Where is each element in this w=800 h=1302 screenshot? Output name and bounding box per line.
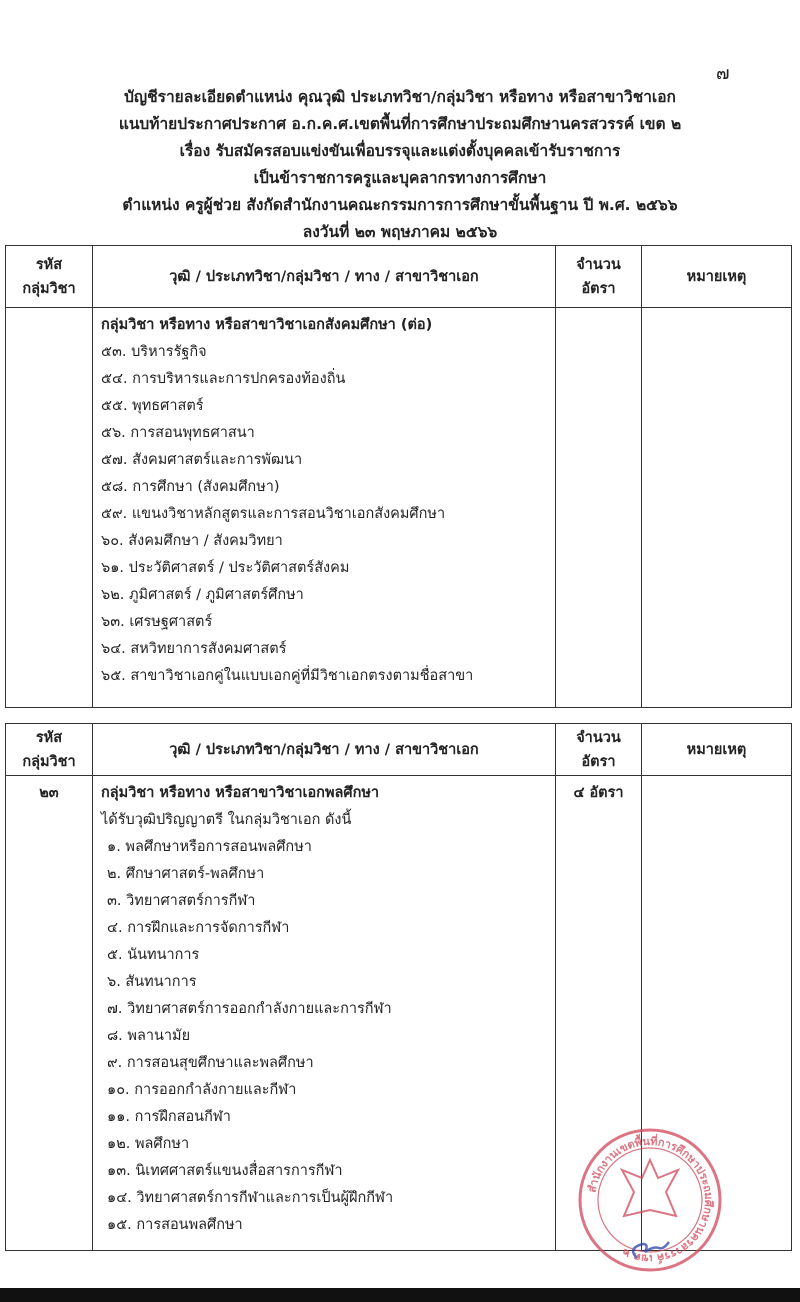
list-item: ๖. สันทนาการ: [107, 974, 197, 990]
list-item: ๓. วิทยาศาสตร์การกีฬา: [107, 893, 256, 909]
header-subject: วุฒิ / ประเภทวิชา/กลุ่มวิชา / ทาง / สาขาวิชาเอก: [93, 246, 556, 308]
header-code-line: กลุ่มวิชา: [22, 753, 76, 770]
header-code-line: รหัส: [35, 256, 63, 273]
title-line: เป็นข้าราชการครูและบุคลากรทางการศึกษา: [253, 169, 547, 187]
subject-cell: [93, 776, 556, 1251]
page-number: ๗: [716, 63, 730, 84]
svg-text:สำนักงานเขตพื้นที่การศึกษาประถ: สำนักงานเขตพื้นที่การศึกษาประถมศึกษานครสวรรค์ เขต ๒: [585, 1134, 716, 1266]
list-item: ๕๙. แขนงวิชาหลักสูตรและการสอนวิชาเอกสังคมศึกษา: [101, 506, 446, 522]
header-count-line: อัตรา: [581, 280, 616, 297]
intro-text: ได้รับวุฒิปริญญาตรี ในกลุ่มวิชาเอก ดังนี้: [101, 812, 352, 828]
header-remark: หมายเหตุ: [642, 246, 792, 308]
list-item: ๔. การฝึกและการจัดการกีฬา: [107, 920, 290, 936]
table-header-row: [6, 724, 792, 776]
list-item: ๕๕. พุทธศาสตร์: [101, 398, 204, 414]
list-item: ๑๔. วิทยาศาสตร์การกีฬาและการเป็นผู้ฝึกกีฬา: [107, 1190, 394, 1206]
scan-bottom-edge: [0, 1288, 800, 1302]
list-item: ๖๐. สังคมศึกษา / สังคมวิทยา: [101, 533, 283, 549]
list-item: ๕๓. บริหารรัฐกิจ: [101, 344, 207, 360]
title-line: เรื่อง รับสมัครสอบแข่งขันเพื่อบรรจุและแต่งตั้งบุคคลเข้ารับราชการ: [179, 142, 621, 160]
official-seal-stamp: [575, 1110, 725, 1290]
list-item: ๕๖. การสอนพุทธศาสนา: [101, 425, 255, 441]
list-item: ๑๒. พลศึกษา: [107, 1136, 190, 1152]
list-item: ๒. ศึกษาศาสตร์-พลศึกษา: [107, 866, 265, 882]
table-row: [6, 308, 792, 708]
list-item: ๕๘. การศึกษา (สังคมศึกษา): [101, 479, 280, 495]
header-code-line: กลุ่มวิชา: [22, 280, 76, 297]
list-item: ๑๑. การฝึกสอนกีฬา: [107, 1109, 231, 1125]
list-item: ๑๓. นิเทศศาสตร์แขนงสื่อสารการกีฬา: [107, 1163, 343, 1179]
list-item: ๖๑. ประวัติศาสตร์ / ประวัติศาสตร์สังคม: [101, 560, 350, 576]
list-item: ๙. การสอนสุขศึกษาและพลศึกษา: [107, 1055, 314, 1071]
header-remark: หมายเหตุ: [642, 724, 792, 776]
list-item: ๖๔. สหวิทยาการสังคมศาสตร์: [101, 641, 287, 657]
list-item: ๖๒. ภูมิศาสตร์ / ภูมิศาสตร์ศึกษา: [101, 587, 304, 603]
garuda-emblem-icon: [622, 1160, 678, 1216]
title-line: ลงวันที่ ๒๓ พฤษภาคม ๒๕๖๖: [302, 223, 498, 241]
document-title: [0, 84, 800, 246]
header-count-line: จำนวน: [576, 729, 621, 746]
header-code: [6, 246, 93, 308]
list-item: ๕๔. การบริหารและการปกครองท้องถิ่น: [101, 371, 346, 387]
count-cell: ๔ อัตรา: [556, 776, 642, 1251]
header-subject: วุฒิ / ประเภทวิชา/กลุ่มวิชา / ทาง / สาขาวิชาเอก: [93, 724, 556, 776]
list-item: ๕. นันทนาการ: [107, 947, 200, 963]
group-title: กลุ่มวิชา หรือทาง หรือสาขาวิชาเอกสังคมศึกษา (ต่อ): [101, 317, 433, 333]
list-item: ๑๐. การออกกำลังกายและกีฬา: [107, 1082, 297, 1098]
list-item: ๑๕. การสอนพลศึกษา: [107, 1217, 243, 1233]
header-count-line: จำนวน: [576, 256, 621, 273]
header-code-line: รหัส: [35, 729, 63, 746]
code-cell: ๒๓: [6, 776, 93, 1251]
group-title: กลุ่มวิชา หรือทาง หรือสาขาวิชาเอกพลศึกษา: [101, 785, 380, 801]
table-header-row: [6, 246, 792, 308]
header-count-line: อัตรา: [581, 753, 616, 770]
header-count: [556, 246, 642, 308]
list-item: ๘. พลานามัย: [107, 1028, 191, 1044]
title-line: บัญชีรายละเอียดตำแหน่ง คุณวุฒิ ประเภทวิชา/กลุ่มวิชา หรือทาง หรือสาขาวิชาเอก: [124, 88, 676, 106]
header-count: [556, 724, 642, 776]
header-code: [6, 724, 93, 776]
positions-table-social-studies: [5, 245, 792, 708]
title-line: แนบท้ายประกาศประกาศ อ.ก.ค.ศ.เขตพื้นที่การศึกษาประถมศึกษานครสวรรค์ เขต ๒: [118, 115, 682, 133]
list-item: ๗. วิทยาศาสตร์การออกกำลังกายและการกีฬา: [107, 1001, 392, 1017]
list-item: ๑. พลศึกษาหรือการสอนพลศึกษา: [107, 839, 312, 855]
code-cell: [6, 308, 93, 708]
list-item: ๖๓. เศรษฐศาสตร์: [101, 614, 213, 630]
title-line: ตำแหน่ง ครูผู้ช่วย สังกัดสำนักงานคณะกรรมการการศึกษาขั้นพื้นฐาน ปี พ.ศ. ๒๕๖๖: [122, 196, 678, 214]
list-item: ๕๗. สังคมศาสตร์และการพัฒนา: [101, 452, 303, 468]
list-item: ๖๕. สาขาวิชาเอกคู่ในแบบเอกคู่ที่มีวิชาเอกตรงตามชื่อสาขา: [101, 668, 474, 684]
count-cell: [556, 308, 642, 708]
subject-cell: [93, 308, 556, 708]
remark-cell: [642, 308, 792, 708]
